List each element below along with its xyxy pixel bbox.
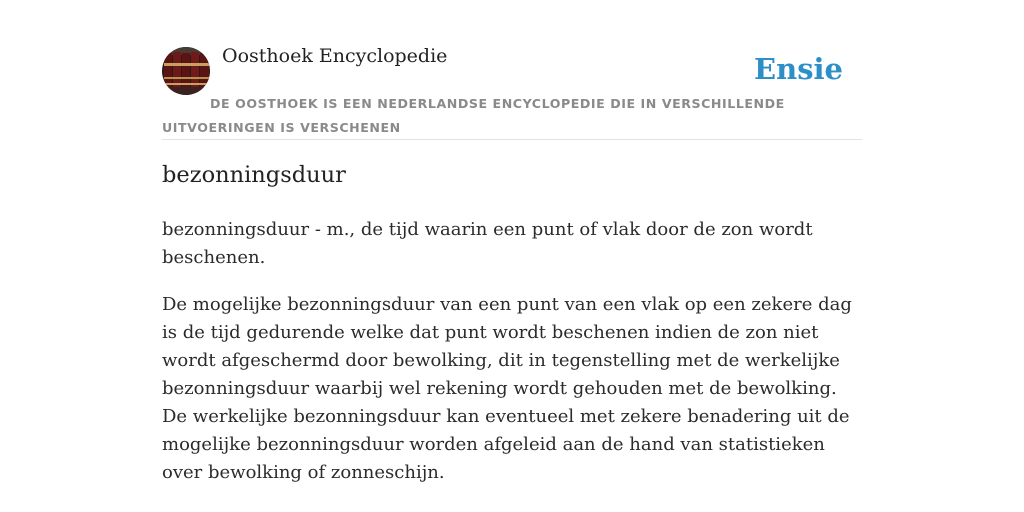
article-title: bezonningsduur	[162, 162, 346, 188]
brand-logo[interactable]: Ensie	[754, 52, 843, 86]
site-tagline: DE OOSTHOEK IS EEN NEDERLANDSE ENCYCLOPEDIE DIE IN VERSCHILLENDE UITVOERINGEN IS VERSCHENEN	[162, 96, 785, 135]
header-divider	[162, 139, 862, 140]
avatar-image	[162, 47, 210, 95]
encyclopedia-books-icon[interactable]	[162, 47, 210, 95]
site-name[interactable]: Oosthoek Encyclopedie	[222, 45, 448, 67]
article-paragraph: bezonningsduur - m., de tijd waarin een punt of vlak door de zon wordt beschenen.	[162, 219, 813, 268]
article-body	[162, 216, 864, 506]
article-paragraph: De mogelijke bezonningsduur van een punt van een vlak op een zekere dag is de tijd gedurende welke dat punt wordt beschenen indien de zon niet wordt afgeschermd door bewolking, dit in tegenstelling met de werkelijke bezonningsduur waarbij wel rekening wordt gehouden met de bewolking. De werkelijke bezonningsduur kan eventueel met zekere benadering uit de mogelijke bezonningsduur worden afgeleid aan de hand van statistieken over bewolking of zonneschijn.	[162, 294, 852, 483]
